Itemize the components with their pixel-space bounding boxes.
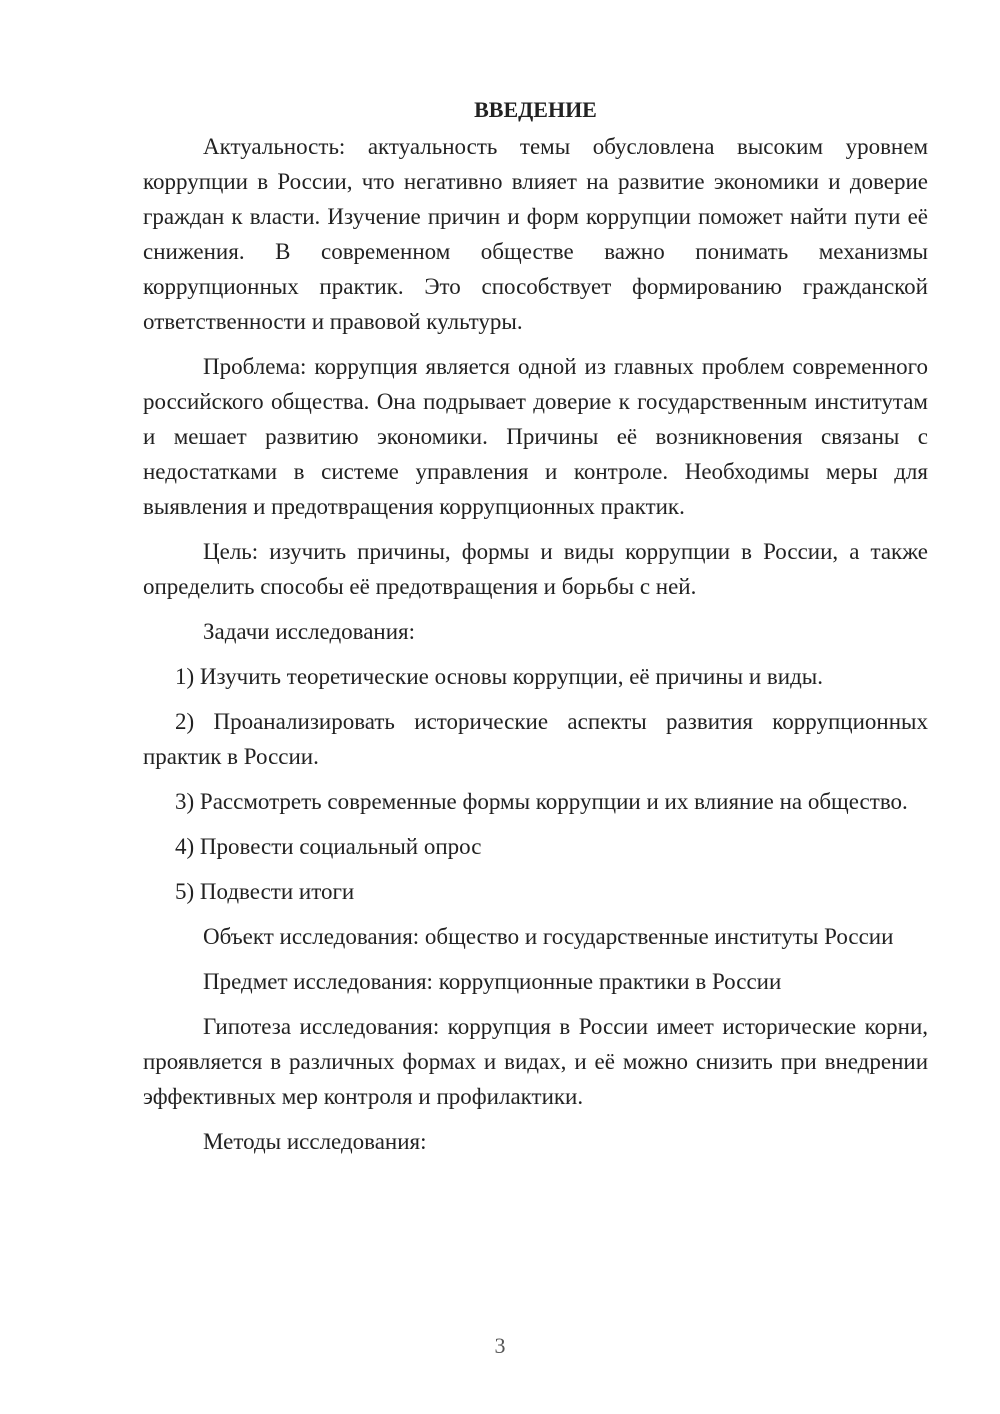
goal-paragraph: Цель: изучить причины, формы и виды коррупции в России, а также определить способы её предотвращения и борьбы с ней. (143, 539, 928, 599)
task-item: 4) Провести социальный опрос (175, 834, 482, 859)
document-page (143, 92, 928, 1169)
task-item: 1) Изучить теоретические основы коррупции, её причины и виды. (175, 664, 824, 689)
object-paragraph: Объект исследования: общество и государственные институты России (203, 924, 894, 949)
tasks-heading: Задачи исследования: (203, 619, 416, 644)
page-number: 3 (494, 1333, 506, 1358)
page-title: ВВЕДЕНИЕ (474, 97, 597, 122)
methods-heading: Методы исследования: (203, 1129, 427, 1154)
task-item: 5) Подвести итоги (175, 879, 355, 904)
task-item: 2) Проанализировать исторические аспекты развития коррупционных практик в России. (143, 709, 928, 769)
relevance-paragraph: Актуальность: актуальность темы обусловлена высоким уровнем коррупции в России, что негативно влияет на развитие экономики и доверие граждан к власти. Изучение причин и форм коррупции поможет найти пути её снижения. В современном обществе важно понимать механизмы коррупционных практик. Это способствует формированию гражданской ответственности и правовой культуры. (143, 134, 928, 334)
task-item: 3) Рассмотреть современные формы коррупции и их влияние на общество. (175, 789, 908, 814)
problem-paragraph: Проблема: коррупция является одной из главных проблем современного российского общества. Она подрывает доверие к государственным институтам и мешает развитию экономики. Причины её возникновения связаны с недостатками в системе управления и контроле. Необходимы меры для выявления и предотвращения коррупционных практик. (143, 354, 928, 519)
subject-paragraph: Предмет исследования: коррупционные практики в России (203, 969, 782, 994)
tasks-list (143, 659, 928, 909)
hypothesis-paragraph: Гипотеза исследования: коррупция в России имеет исторические корни, проявляется в различных формах и видах, и её можно снизить при внедрении эффективных мер контроля и профилактики. (143, 1014, 928, 1109)
